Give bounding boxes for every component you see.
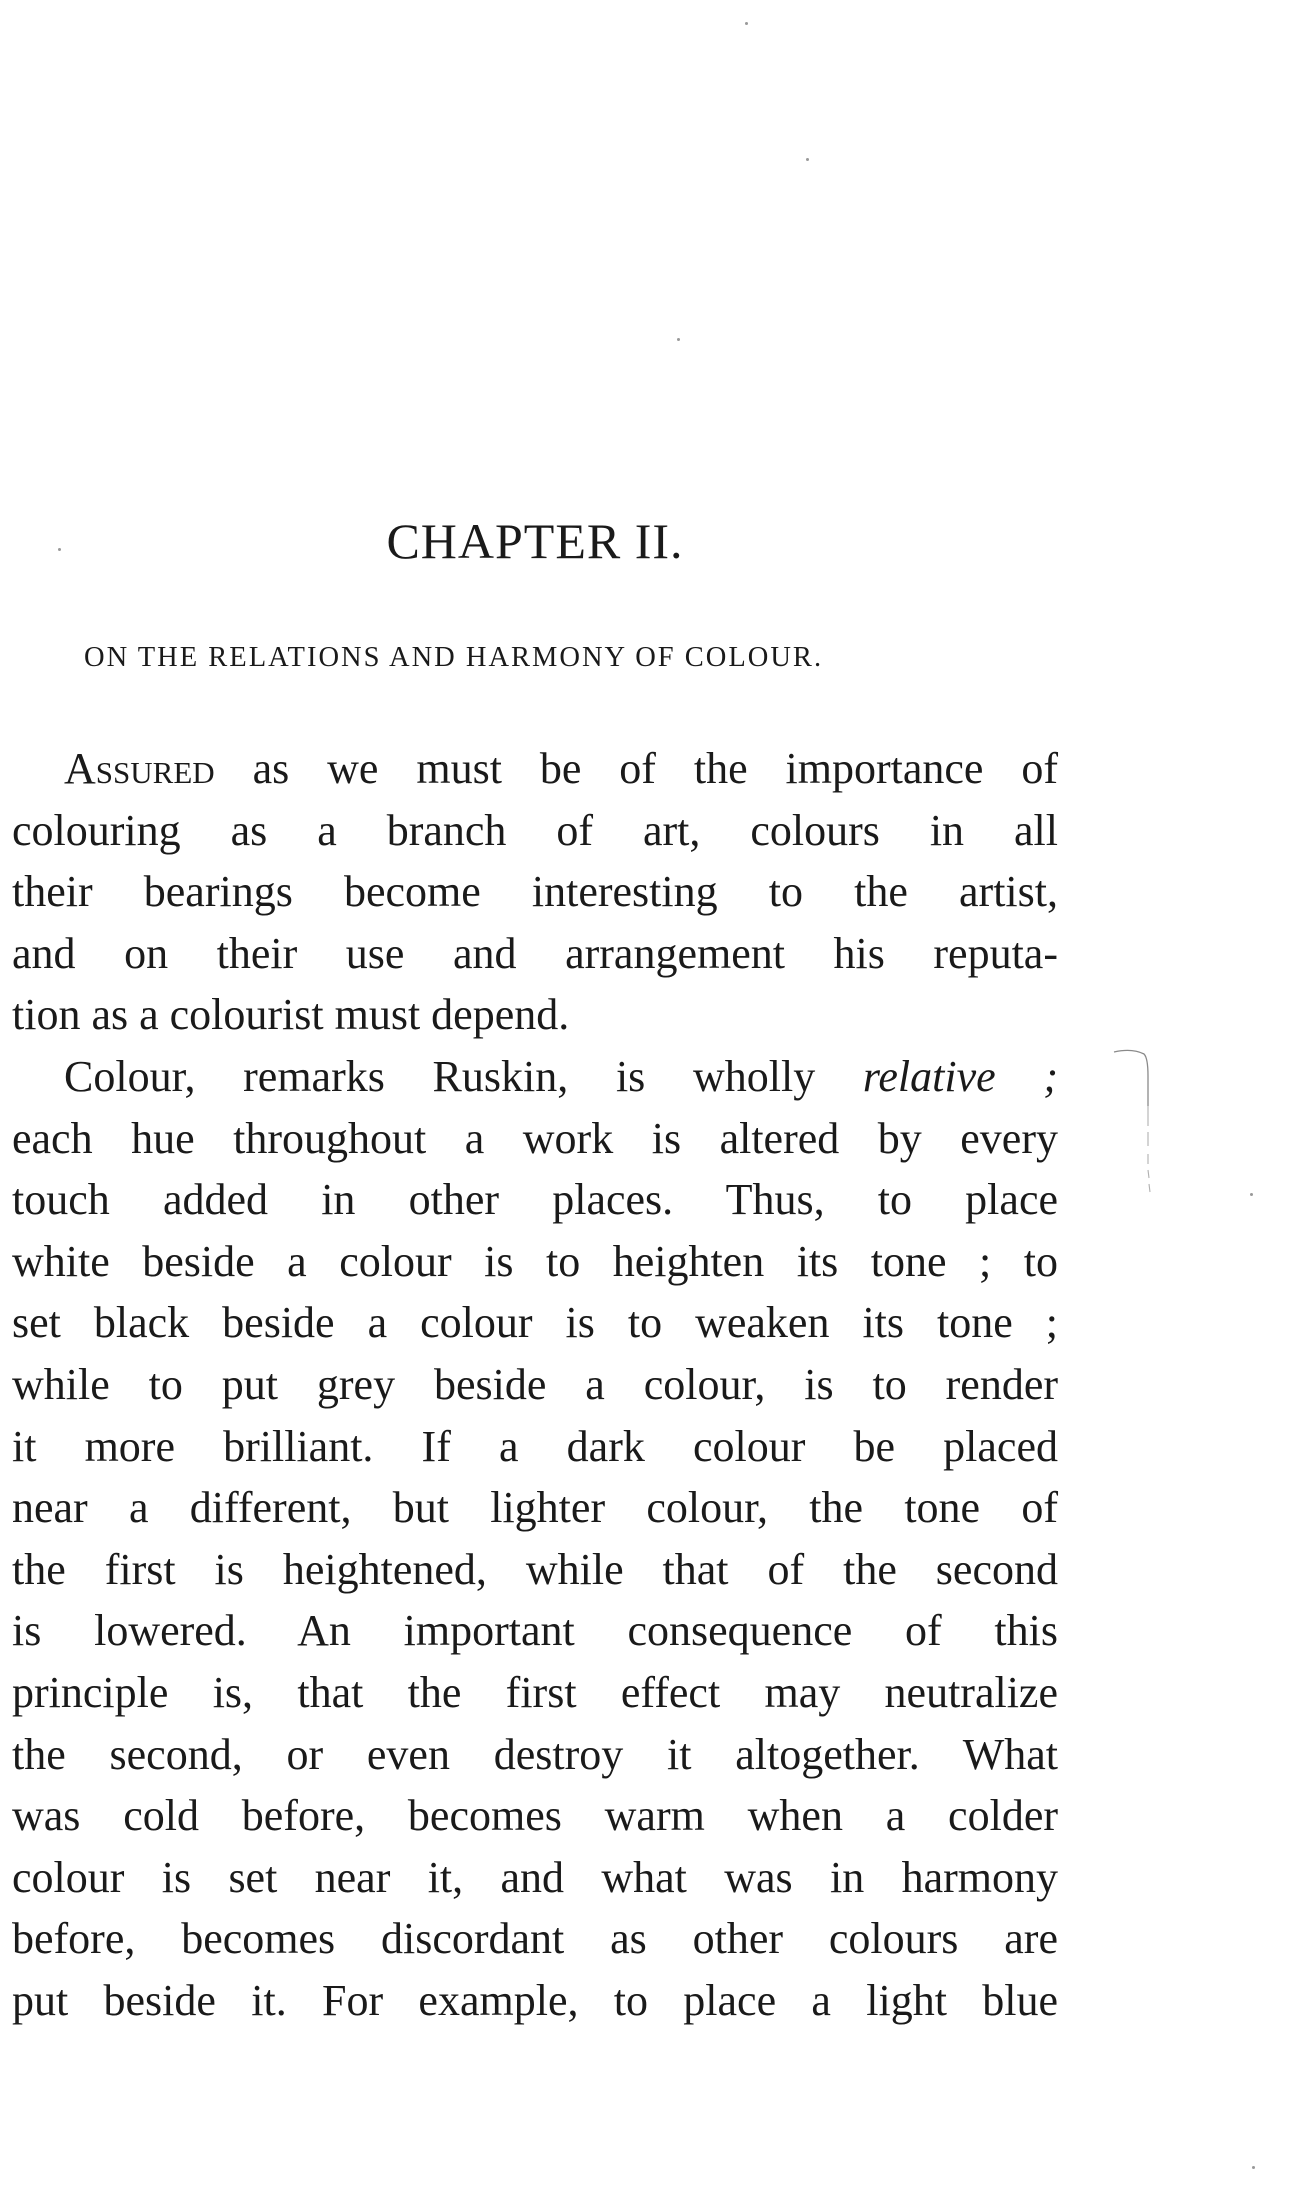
paper-speck [58, 548, 61, 551]
text-line: the second, or even destroy it altogether. What [12, 1729, 1058, 1779]
text-line: the first is heightened, while that of the second [12, 1544, 1058, 1594]
text-line: principle is, that the first effect may neutralize [12, 1667, 1058, 1717]
text-line: colour is set near it, and what was in harmony [12, 1852, 1058, 1902]
text-line: it more brilliant. If a dark colour be placed [12, 1421, 1058, 1471]
text-line: put beside it. For example, to place a light blue [12, 1975, 1058, 2025]
chapter-heading: CHAPTER II. [386, 513, 684, 569]
body-text [12, 738, 1058, 2031]
text-line: colouring as a branch of art, colours in all [12, 805, 1058, 855]
text-line [12, 1046, 1058, 1108]
text-line: while to put grey beside a colour, is to render [12, 1359, 1058, 1409]
text-line: near a different, but lighter colour, the tone of [12, 1483, 1058, 1533]
italic-word: relative ; [862, 1051, 1059, 1101]
lead-word-smallcaps: Assured [64, 744, 215, 793]
line-text: Colour, remarks Ruskin, is wholly [64, 1051, 863, 1101]
paper-speck [745, 22, 748, 25]
text-line: their bearings become interesting to the artist, [12, 867, 1058, 917]
text-line: and on their use and arrangement his reputa- [12, 928, 1058, 978]
line-text: as we must be of the importance of [214, 744, 1058, 793]
text-line: before, becomes discordant as other colours are [12, 1914, 1058, 1964]
text-line: tion as a colourist must depend. [12, 990, 570, 1040]
pencil-margin-mark [1112, 1046, 1160, 1196]
text-line: white beside a colour is to heighten its tone ; to [12, 1236, 1058, 1286]
paper-speck [677, 338, 680, 341]
text-line: is lowered. An important consequence of this [12, 1606, 1058, 1656]
text-line [12, 738, 1058, 800]
text-line: set black beside a colour is to weaken its tone ; [12, 1298, 1058, 1348]
paragraph-1 [12, 738, 1058, 1046]
chapter-subtitle: ON THE RELATIONS AND HARMONY OF COLOUR. [84, 642, 824, 673]
text-line: touch added in other places. Thus, to place [12, 1175, 1058, 1225]
paper-speck [1250, 1193, 1253, 1196]
text-line: was cold before, becomes warm when a colder [12, 1791, 1058, 1841]
paper-speck [1252, 2166, 1255, 2169]
paper-speck [806, 158, 809, 161]
text-line: each hue throughout a work is altered by every [12, 1113, 1058, 1163]
paragraph-2 [12, 1046, 1058, 2032]
